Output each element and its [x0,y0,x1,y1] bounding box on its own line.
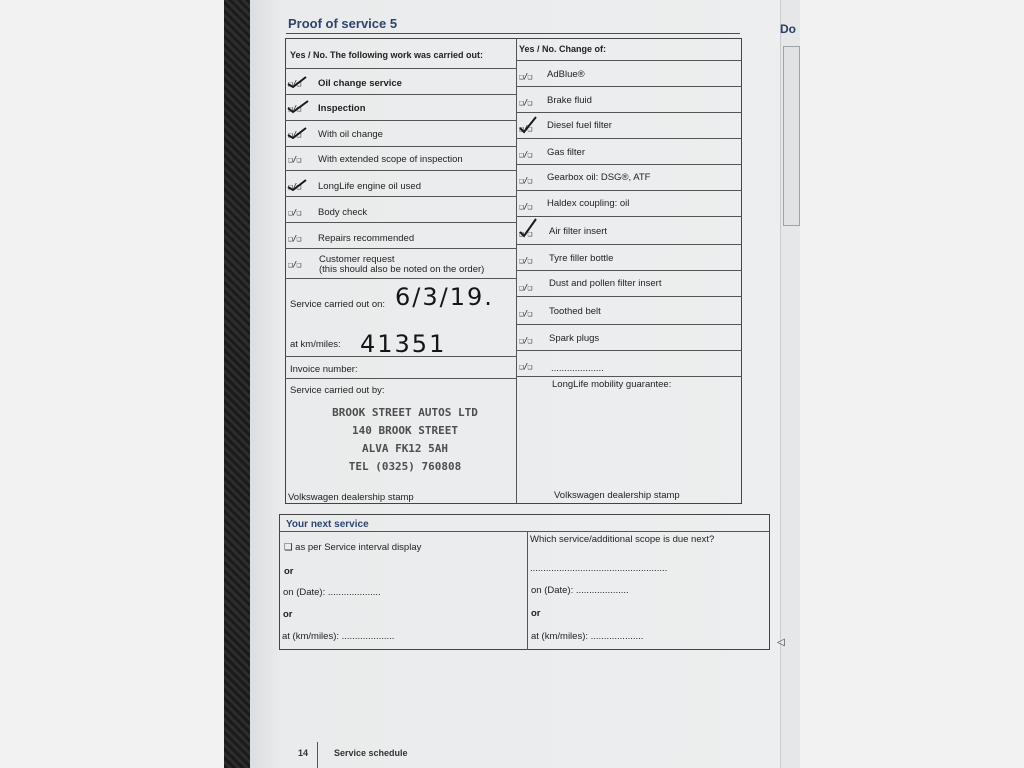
right-item-spark-plugs: Spark plugs [549,333,600,344]
stamp-line: 140 BROOK STREET [352,424,458,437]
checkbox-pair[interactable]: ❑/❑ [288,155,301,164]
item-label: Inspection [318,103,366,114]
right-item-diesel-fuel-filter: Diesel fuel filter [547,120,612,131]
right-item-adblue: AdBlue® [547,69,585,80]
right-dealership-stamp-label: Volkswagen dealership stamp [554,490,680,501]
item-label: Body check [318,207,368,218]
customer-request-note: (this should also be noted on the order) [319,264,485,275]
right-item-toothed-belt: Toothed belt [549,306,601,317]
checkbox-pair[interactable]: ❑/❑ [519,336,532,345]
checkbox-pair[interactable]: ❑/❑ [288,260,301,269]
customer-request-label: Customer request [319,254,395,265]
checkbox-pair[interactable]: ❑/❑ [288,130,301,139]
invoice-number-label: Invoice number: [290,364,358,375]
column-divider [516,38,517,504]
page-title: Proof of service 5 [288,16,398,31]
checkbox-pair[interactable]: ❑/❑ [519,256,532,265]
right-item-air-filter: Air filter insert [549,226,608,237]
or-label: or [284,566,294,577]
dealer-stamp [300,404,510,476]
triangle-arrow-icon: ◁ [777,637,785,648]
service-date-label: Service carried out on: [290,299,386,310]
service-carried-out-by-label: Service carried out by: [290,385,385,396]
stamp-line: BROOK STREET AUTOS LTD [332,406,478,419]
footer-divider [317,742,318,768]
checkbox-pair[interactable]: ❑/❑ [288,182,301,191]
km-miles-label: at km/miles: [290,339,341,350]
left-column-header: Yes / No. The following work was carried out: [290,50,484,60]
checkbox-pair[interactable]: ❑/❑ [519,72,532,81]
item-label: LongLife engine oil used [318,181,422,192]
or-label: or [531,608,541,619]
tick-with-oil-change [286,127,312,139]
tick-longlife-oil [286,179,312,191]
right-item-haldex: Haldex coupling: oil [547,198,630,209]
checkbox-pair[interactable]: ❑/❑ [288,79,301,88]
checkbox-pair[interactable]: ❑/❑ [519,283,532,292]
item-label: Oil change service [318,78,402,89]
next-scope-field[interactable]: .................................................... [530,563,668,574]
next-right-on-date-field[interactable]: on (Date): .................... [531,585,629,596]
item-label: With extended scope of inspection [318,154,463,165]
page-number: 14 [298,748,309,758]
checkbox-pair[interactable]: ❑/❑ [519,176,532,185]
stamp-line: TEL (0325) 760808 [348,460,462,473]
next-right-km-field[interactable]: at (km/miles): .................... [531,631,644,642]
tick-air-filter [518,218,542,238]
checkbox-pair[interactable]: ❑/❑ [519,309,532,318]
checkbox-pair[interactable]: ❑/❑ [519,229,532,238]
next-km-field[interactable]: at (km/miles): .................... [282,631,395,642]
tick-inspection [286,100,312,114]
stamp-line: ALVA FK12 5AH [361,442,449,455]
right-column-header: Yes / No. Change of: [519,44,607,54]
next-page-box [783,46,800,226]
checkbox-pair[interactable]: ❑/❑ [519,362,532,371]
item-label: Repairs recommended [318,233,415,244]
km-miles-handwritten[interactable]: 41351 [360,330,447,358]
service-date-handwritten[interactable]: 6/3/19. [395,283,494,311]
title-rule [286,33,740,34]
checkbox-pair[interactable]: ❑/❑ [519,202,532,211]
next-on-date-field[interactable]: on (Date): .................... [283,587,381,598]
checkbox-pair[interactable]: ❑/❑ [519,124,532,133]
next-scope-question: Which service/additional scope is due next? [530,534,715,545]
tick-diesel-fuel-filter [518,116,542,134]
checkbox-pair[interactable]: ❑/❑ [519,98,532,107]
interval-display-option[interactable]: ❑ as per Service interval display [284,542,422,553]
right-item-blank-line[interactable]: .................... [551,363,604,374]
longlife-mobility-label: LongLife mobility guarantee: [552,379,672,390]
next-page-title: Do [780,22,796,36]
tick-oil-change-service [286,76,312,88]
right-item-brake-fluid: Brake fluid [547,95,592,106]
right-item-tyre-filler: Tyre filler bottle [549,253,614,264]
left-dealership-stamp-label: Volkswagen dealership stamp [288,492,414,503]
item-label: With oil change [318,129,383,140]
right-item-gas-filter: Gas filter [547,147,586,158]
checkbox-pair[interactable]: ❑/❑ [519,150,532,159]
right-item-dust-pollen: Dust and pollen filter insert [549,278,662,289]
next-service-title: Your next service [286,519,369,530]
checkbox-pair[interactable]: ❑/❑ [288,104,301,113]
checkbox-pair[interactable]: ❑/❑ [288,234,301,243]
footer-label: Service schedule [334,748,408,758]
or-label: or [283,609,293,620]
binder-spine [224,0,250,768]
checkbox-pair[interactable]: ❑/❑ [288,208,301,217]
right-item-gearbox-oil: Gearbox oil: DSG®, ATF [547,172,651,183]
